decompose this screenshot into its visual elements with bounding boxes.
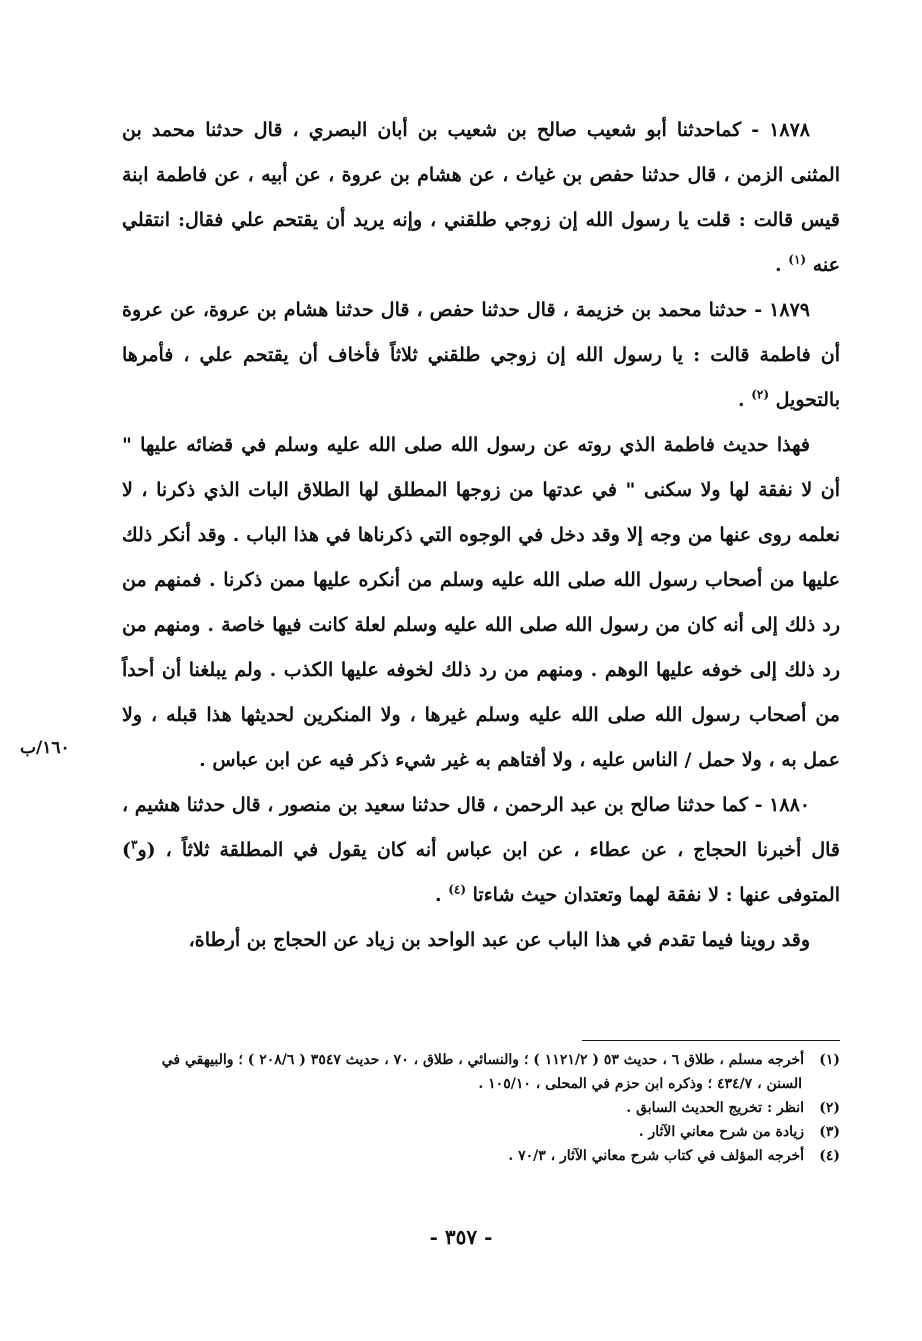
footnote-text: انظر : تخريج الحديث السابق . xyxy=(626,1100,804,1116)
hadith-number: ١٨٧٨ - xyxy=(751,119,810,141)
paragraph-text: وقد روينا فيما تقدم في هذا الباب عن عبد الواحد بن زياد عن الحجاج بن أرطاة، xyxy=(188,929,810,951)
paragraph-text: فهذا حديث فاطمة الذي روته عن رسول الله صلى الله عليه وسلم في قضائه عليها " أن لا نفقة لها ولا سكنى " في عدتها من زوجها المطلق لها الطلاق البات الذي ذكرنا ، لا نعلمه روى عنها من وجه إلا وقد دخل في الوجوه التي ذكرناها في هذا الباب . وقد أنكر ذلك عليها من أصحاب رسول الله صلى الله عليه وسلم من أنكره عليها ممن ذكرنا . فمنهم من رد ذلك إلى أنه كان من رسول الله صلى الله عليه وسلم لعلة كانت فيها خاصة . ومنهم من رد ذلك إلى خوفه عليها الوهم . ومنهم من رد ذلك لخوفه عليها الكذب . ولم يبلغنا أن أحداً من أصحاب رسول الله صلى الله عليه وسلم غيرها ، ولا المنكرين لحديثها هذا قبله ، ولا عمل به ، ولا حمل / الناس عليه ، ولا أفتاهم به غير شيء ذكر فيه عن ابن عباس . xyxy=(122,434,840,771)
footnote-number: (٢) xyxy=(819,1100,840,1116)
hadith-number: ١٨٨٠ - xyxy=(754,794,810,816)
paragraph-end: . xyxy=(737,389,752,411)
footnote-ref: (١) xyxy=(788,252,807,267)
paragraph-text-continued: ) المتوفى عنها : لا نفقة لهما وتعتدان حيث شاءتا xyxy=(122,839,840,906)
paragraph-hadith-1879 xyxy=(122,288,840,423)
main-text xyxy=(122,108,840,963)
paragraph-text: حدثنا محمد بن خزيمة ، قال حدثنا حفص ، قال حدثنا هشام بن عروة، عن عروة أن فاطمة قالت : يا رسول الله إن زوجي طلقني ثلاثاً فأخاف أن يقتحم علي ، فأمرها بالتحويل xyxy=(122,299,840,411)
page-number: - ٣٥٧ - xyxy=(429,1225,493,1249)
paragraph-closing xyxy=(122,918,840,963)
footnote-number: (١) xyxy=(819,1052,840,1068)
footnote-ref: ٣ xyxy=(131,837,138,852)
paragraph-text: كما حدثنا صالح بن عبد الرحمن ، قال حدثنا سعيد بن منصور ، قال حدثنا هشيم ، قال أخبرنا الحجاج ، عن عطاء ، عن ابن عباس أنه كان يقول في المطلقة ثلاثاً ، (و xyxy=(122,794,840,861)
paragraph-hadith-1878 xyxy=(122,108,840,288)
footnote-text: أخرجه مسلم ، طلاق ٦ ، حديث ٥٣ ( ١١٢١/٢ ) ؛ والنسائي ، طلاق ، ٧٠ ، حديث ٣٥٤٧ ( ٢٠٨/٦ ) ؛ والبيهقي في السنن ، ٤٣٤/٧ ؛ وذكره ابن حزم في المحلى ، ١٠٥/١٠ . xyxy=(161,1052,804,1092)
manuscript-folio-note: ١٦٠/ب xyxy=(20,738,70,758)
footnote-ref: (٢) xyxy=(751,387,770,402)
paragraph-hadith-1880 xyxy=(122,783,840,918)
footnote-4 xyxy=(122,1144,840,1168)
paragraph-text: كماحدثنا أبو شعيب صالح بن شعيب بن أبان البصري ، قال حدثنا محمد بن المثنى الزمن ، قال حدثنا حفص بن غياث ، عن هشام بن عروة ، عن أبيه ، عن فاطمة ابنة قيس قالت : قلت يا رسول الله إن زوجي طلقني ، وإنه يريد أن يقتحم علي فقال: انتقلي عنه xyxy=(122,119,840,276)
footnote-3 xyxy=(122,1120,840,1144)
footnote-number: (٤) xyxy=(819,1148,840,1164)
paragraph-end: . xyxy=(434,884,449,906)
footnote-number: (٣) xyxy=(819,1124,840,1140)
footnote-divider xyxy=(582,1040,840,1041)
footnote-2 xyxy=(122,1096,840,1120)
paragraph-commentary xyxy=(122,423,840,783)
footnote-ref: (٤) xyxy=(448,882,467,897)
footnote-text: أخرجه المؤلف في كتاب شرح معاني الآثار ، ٧٠/٣ . xyxy=(508,1148,804,1164)
hadith-number: ١٨٧٩ - xyxy=(754,299,810,321)
footnote-text: زيادة من شرح معاني الآثار . xyxy=(638,1124,804,1140)
footnotes xyxy=(122,1048,840,1168)
paragraph-end: . xyxy=(775,254,789,276)
footnote-1 xyxy=(122,1048,840,1096)
